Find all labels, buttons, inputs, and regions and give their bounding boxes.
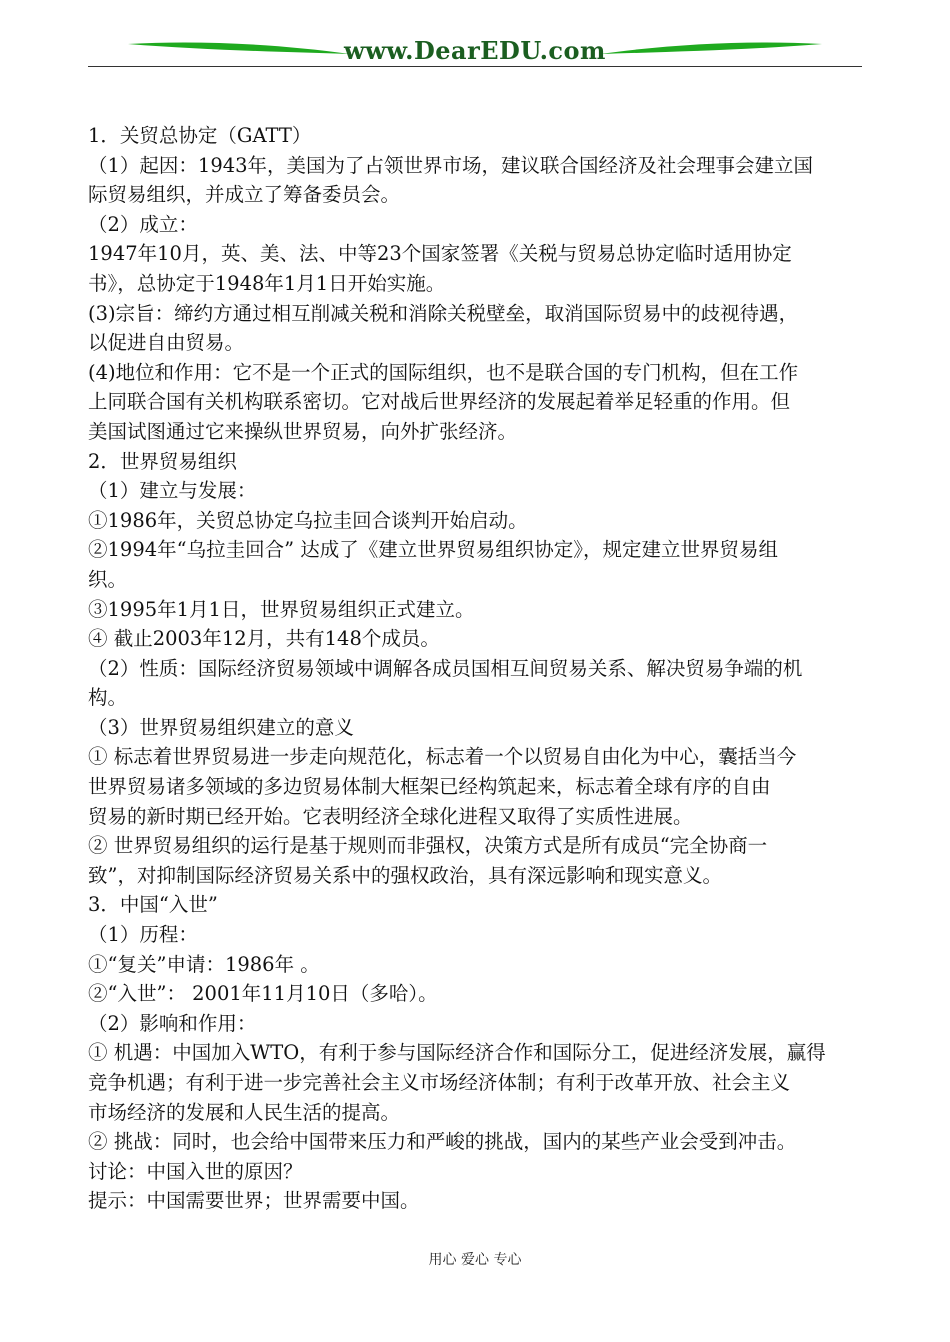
text-line: (3)宗旨：缔约方通过相互削减关税和消除关税壁垒，取消国际贸易中的歧视待遇，	[88, 301, 799, 325]
text-line: 书》，总协定于1948年1月1日开始实施。	[88, 271, 446, 295]
text-line: ① 标志着世界贸易进一步走向规范化，标志着一个以贸易自由化为中心，囊括当今	[88, 745, 797, 769]
text-line: ②1994年“乌拉圭回合” 达成了《建立世界贸易组织协定》，规定建立世界贸易组	[88, 538, 779, 562]
text-line: 讨论：中国入世的原因？	[88, 1159, 303, 1183]
text-line: 提示：中国需要世界；世界需要中国。	[88, 1189, 420, 1213]
text-line: ② 挑战：同时，也会给中国带来压力和严峻的挑战，国内的某些产业会受到冲击。	[88, 1130, 797, 1154]
site-logo-text: www.DearEDU.com	[344, 36, 606, 65]
text-line: （3）世界贸易组织建立的意义	[88, 715, 354, 739]
text-line: 致”，对抑制国际经济贸易关系中的强权政治，具有深远影响和现实意义。	[88, 863, 722, 887]
text-line: 市场经济的发展和人民生活的提高。	[88, 1100, 401, 1124]
text-line: 2．世界贸易组织	[88, 449, 237, 473]
text-line: ①1986年，关贸总协定乌拉圭回合谈判开始启动。	[88, 508, 528, 532]
text-line: ②“入世”： 2001年11月10日（多哈）。	[88, 982, 438, 1006]
text-line: （2）成立：	[88, 212, 198, 236]
text-line: ① 机遇：中国加入WTO，有利于参与国际经济合作和国际分工，促进经济发展，赢得	[88, 1041, 826, 1065]
text-line: ④ 截止2003年12月，共有148个成员。	[88, 627, 440, 651]
text-line: 3．中国“入世”	[88, 893, 218, 917]
text-line: 贸易的新时期已经开始。它表明经济全球化进程又取得了实质性进展。	[88, 804, 693, 828]
text-line: 竞争机遇；有利于进一步完善社会主义市场经济体制；有利于改革开放、社会主义	[88, 1071, 791, 1094]
text-line: 1．关贸总协定（GATT）	[88, 124, 312, 147]
text-line: （1）起因：1943年，美国为了占领世界市场，建议联合国经济及社会理事会建立国	[88, 153, 814, 177]
text-line: 以促进自由贸易。	[88, 331, 245, 355]
text-line: 构。	[88, 686, 128, 710]
text-line: ①“复关”申请：1986年 。	[88, 952, 320, 976]
text-line: （1）建立与发展：	[88, 479, 257, 503]
text-line: 上同联合国有关机构联系密切。它对战后世界经济的发展起着举足轻重的作用。但	[88, 390, 791, 414]
text-line: 1947年10月，英、美、法、中等23个国家签署《关税与贸易总协定临时适用协定	[88, 242, 792, 266]
page-header	[88, 30, 862, 70]
document-body	[88, 121, 862, 1216]
text-line: 世界贸易诸多领域的多边贸易体制大框架已经构筑起来，标志着全球有序的自由	[88, 775, 771, 799]
text-line: 织。	[88, 567, 128, 591]
header-rule	[88, 66, 862, 67]
text-line: （2）性质：国际经济贸易领域中调解各成员国相互间贸易关系、解决贸易争端的机	[88, 656, 803, 680]
text-line: 际贸易组织，并成立了筹备委员会。	[88, 183, 401, 207]
page-footer: 用心 爱心 专心	[428, 1252, 522, 1268]
text-line: ② 世界贸易组织的运行是基于规则而非强权，决策方式是所有成员“完全协商一	[88, 834, 768, 858]
text-line: （2）影响和作用：	[88, 1011, 257, 1035]
text-line: （1）历程：	[88, 923, 198, 947]
text-line: ③1995年1月1日，世界贸易组织正式建立。	[88, 597, 475, 621]
text-line: 美国试图通过它来操纵世界贸易，向外扩张经济。	[88, 419, 518, 443]
text-line: (4)地位和作用：它不是一个正式的国际组织，也不是联合国的专门机构，但在工作	[88, 360, 799, 384]
